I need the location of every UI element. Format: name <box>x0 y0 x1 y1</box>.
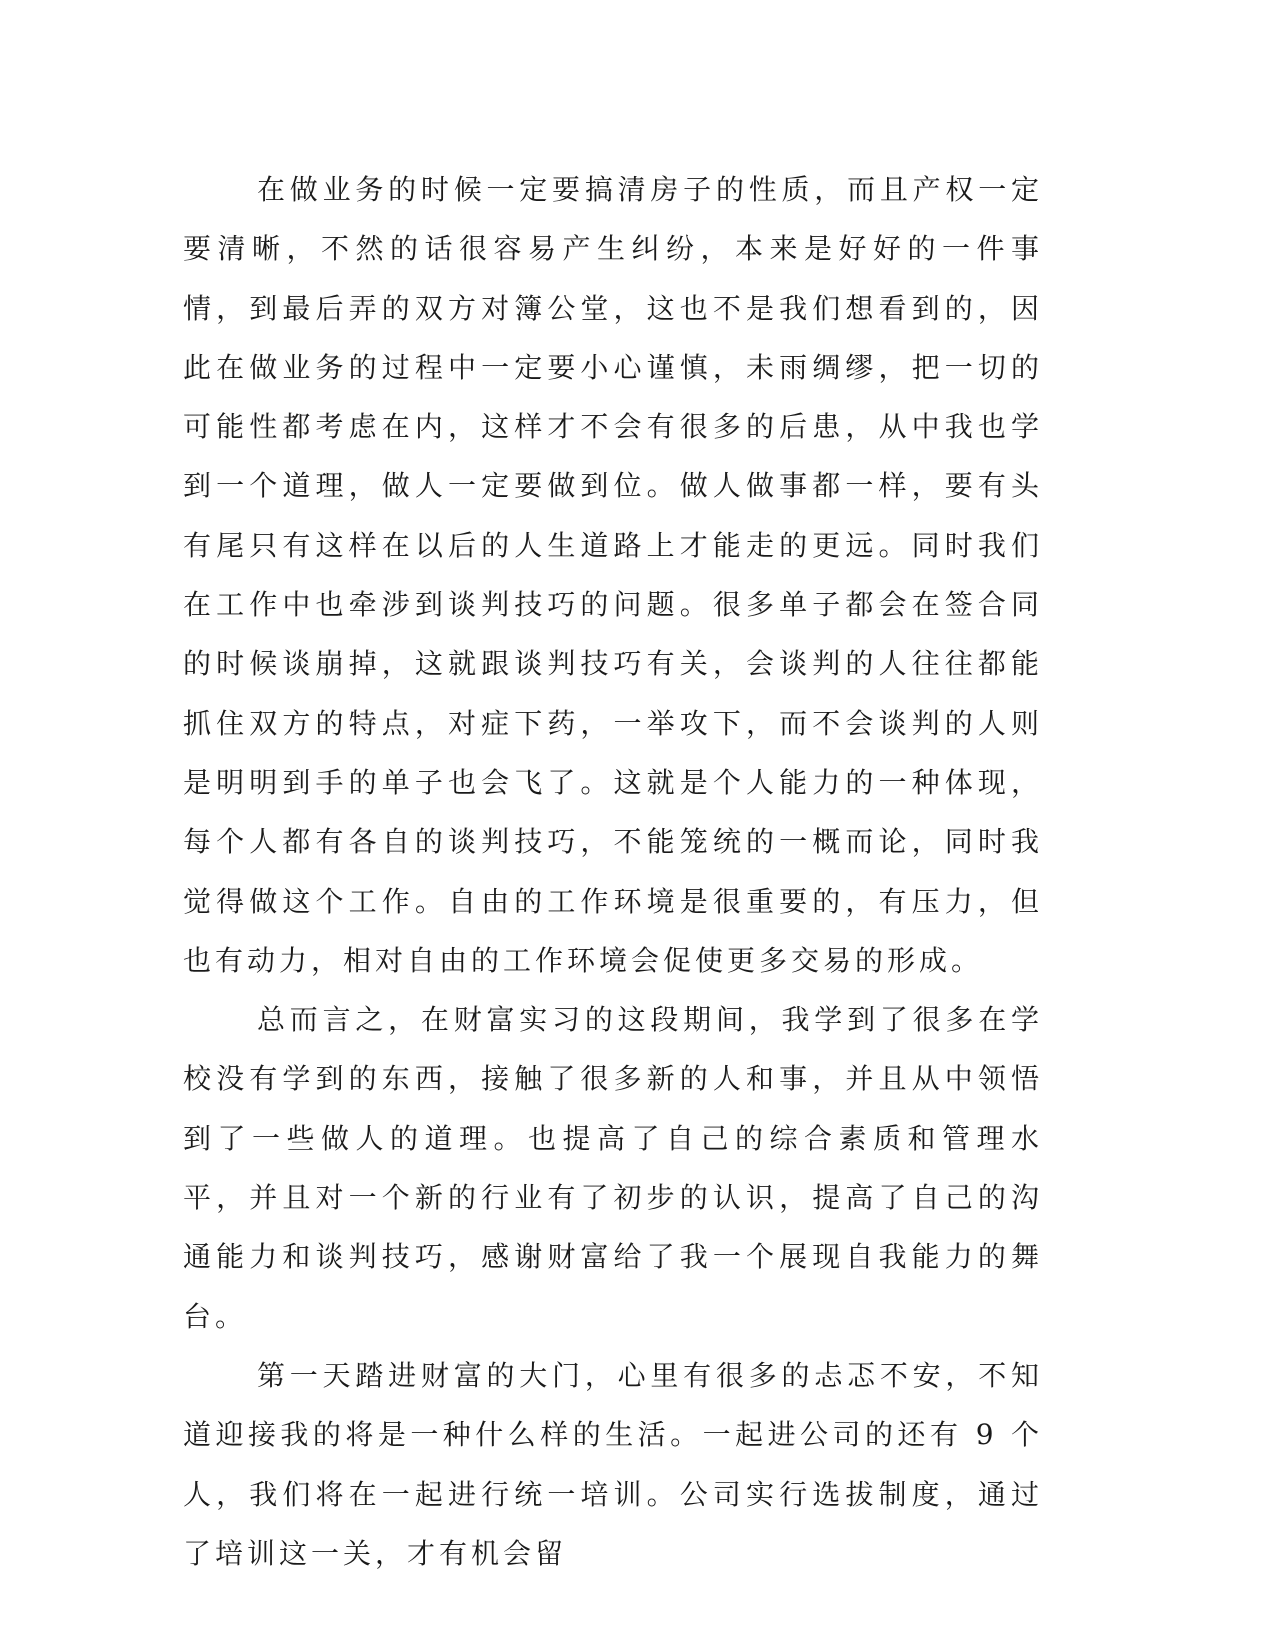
document-body <box>183 160 1043 1583</box>
paragraph-work-experience: 在做业务的时候一定要搞清房子的性质，而且产权一定要清晰，不然的话很容易产生纠纷，本来是好好的一件事情，到最后弄的双方对簿公堂，这也不是我们想看到的，因此在做业务的过程中一定要小心谨慎，未雨绸缪，把一切的可能性都考虑在内，这样才不会有很多的后患，从中我也学到一个道理，做人一定要做到位。做人做事都一样，要有头有尾只有这样在以后的人生道路上才能走的更远。同时我们在工作中也牵涉到谈判技巧的问题。很多单子都会在签合同的时候谈崩掉，这就跟谈判技巧有关，会谈判的人往往都能抓住双方的特点，对症下药，一举攻下，而不会谈判的人则是明明到手的单子也会飞了。这就是个人能力的一种体现，每个人都有各自的谈判技巧，不能笼统的一概而论，同时我觉得做这个工作。自由的工作环境是很重要的，有压力，但也有动力，相对自由的工作环境会促使更多交易的形成。 <box>183 173 1043 977</box>
paragraph-summary: 总而言之，在财富实习的这段期间，我学到了很多在学校没有学到的东西，接触了很多新的人和事，并且从中领悟到了一些做人的道理。也提高了自己的综合素质和管理水平，并且对一个新的行业有了初步的认识，提高了自己的沟通能力和谈判技巧，感谢财富给了我一个展现自我能力的舞台。 <box>183 1003 1043 1333</box>
paragraph-first-day: 第一天踏进财富的大门，心里有很多的忐忑不安，不知道迎接我的将是一种什么样的生活。一起进公司的还有 9 个人，我们将在一起进行统一培训。公司实行选拔制度，通过了培训这一关，才有机会留 <box>183 1358 1043 1570</box>
